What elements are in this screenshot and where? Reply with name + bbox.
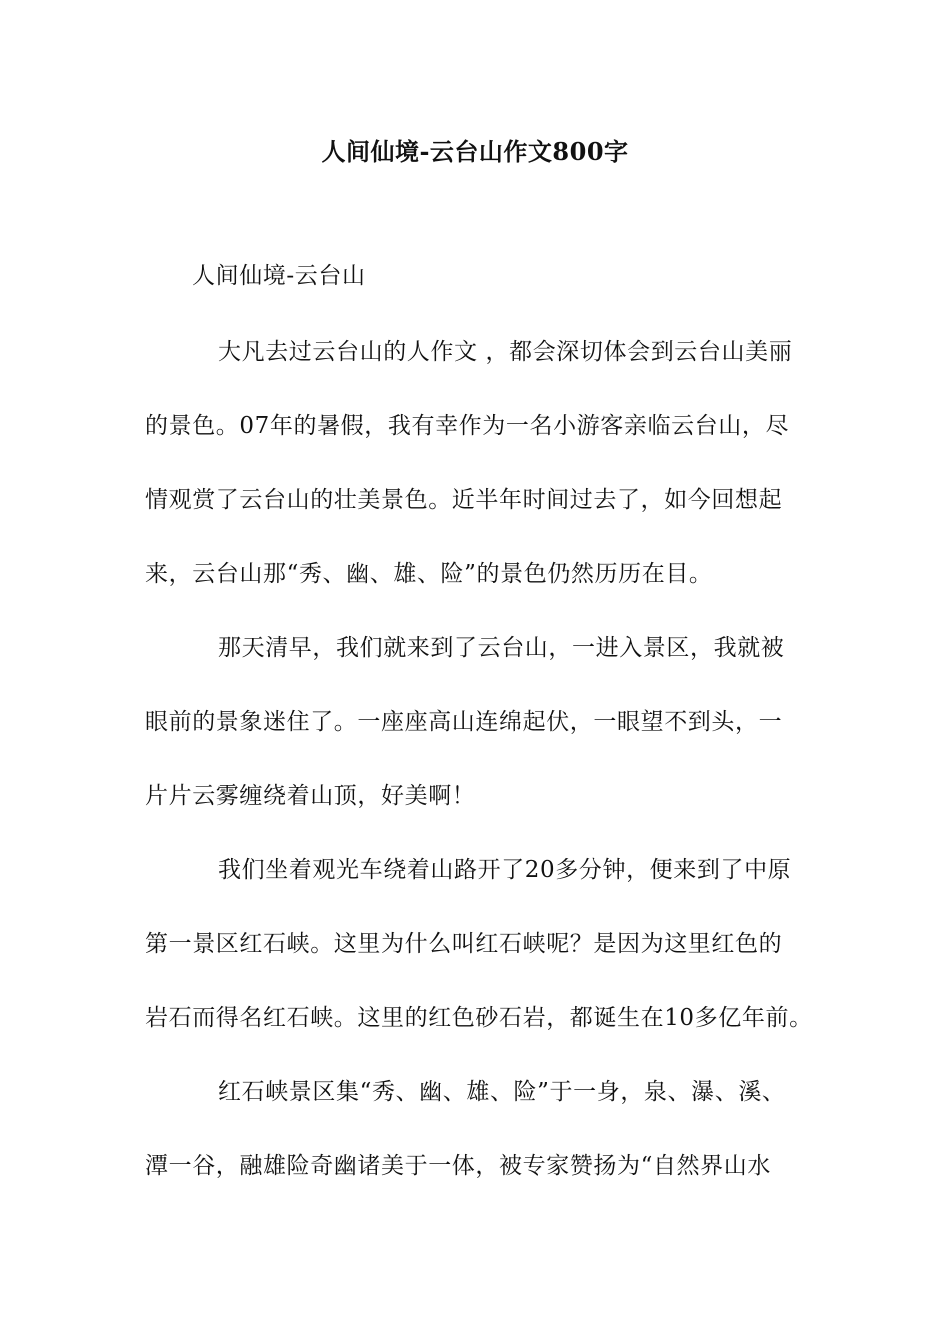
paragraph-line: 第一景区红石峡。这里为什么叫红石峡呢？是因为这里红色的 (145, 931, 783, 957)
document-title: 人间仙境-云台山作文800字 (321, 137, 629, 166)
paragraph-line: 来，云台山那“秀、幽、雄、险”的景色仍然历历在目。 (145, 561, 713, 587)
paragraph-line: 眼前的景象迷住了。一座座高山连绵起伏，一眼望不到头，一 (145, 709, 783, 735)
paragraph-line: 红石峡景区集“秀、幽、雄、险”于一身，泉、瀑、溪、 (218, 1079, 786, 1105)
paragraph-line: 那天清早，我们就来到了云台山，一进入景区，我就被 (218, 635, 785, 661)
paragraph-line: 潭一谷，融雄险奇幽诸美于一体，被专家赞扬为“自然界山水 (145, 1153, 771, 1179)
paragraph-line: 岩石而得名红石峡。这里的红色砂石岩，都诞生在10多亿年前。 (145, 1005, 813, 1031)
essay-subtitle: 人间仙境-云台山 (192, 263, 366, 289)
paragraph-line: 情观赏了云台山的壮美景色。近半年时间过去了，如今回想起 (145, 487, 783, 513)
paragraph-line: 的景色。07年的暑假，我有幸作为一名小游客亲临云台山，尽 (145, 413, 790, 439)
paragraph-line: 我们坐着观光车绕着山路开了20多分钟，便来到了中原 (218, 857, 792, 883)
paragraph-line: 片片云雾缠绕着山顶，好美啊！ (145, 783, 476, 809)
paragraph-line: 大凡去过云台山的人作文 ，都会深切体会到云台山美丽 (218, 339, 793, 365)
